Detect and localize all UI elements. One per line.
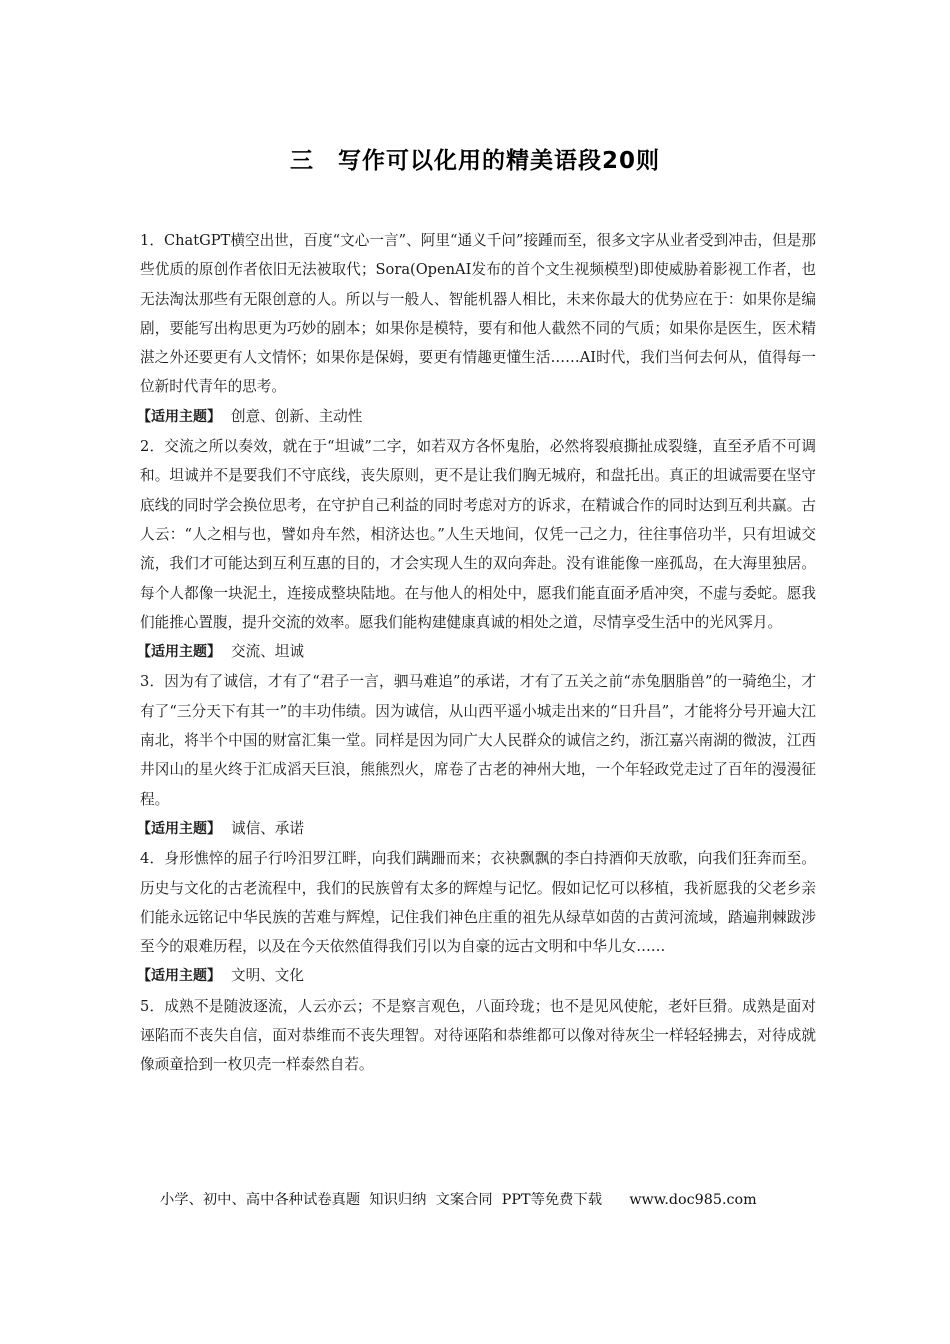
- paragraph-3: 3．因为有了诚信，才有了“君子一言，驷马难追”的承诺，才有了五关之前“赤兔胭脂兽”的一骑绝尘，才有了“三分天下有其一”的丰功伟绩。因为诚信，从山西平遥小城走出来的“日升昌”，才能将分号开遍大江南北，将半个中国的财富汇集一堂。同样是因为同广大人民群众的诚信之约，浙江嘉兴南湖的微波，江西井冈山的星火终于汇成滔天巨浪，熊熊烈火，席卷了古老的神州大地，一个年轻政党走过了百年的漫漫征程。: [140, 673, 816, 808]
- page-footer: 小学、初中、高中各种试卷真题 知识归纳 文案合同 PPT等免费下载 www.doc985.com: [160, 1192, 757, 1208]
- theme-label: 【适用主题】: [137, 820, 221, 837]
- paragraph-5: 5．成熟不是随波逐流，人云亦云；不是察言观色，八面玲珑；也不是见风使舵，老奸巨猾。成熟是面对诬陷而不丧失自信，面对恭维而不丧失理智。对待诬陷和恭维都可以像对待灰尘一样轻轻拂去，对待成就像顽童拾到一枚贝壳一样泰然自若。: [140, 997, 816, 1074]
- page-title: 三 写作可以化用的精美语段20则: [289, 148, 660, 174]
- paragraph-block-1: [137, 226, 816, 432]
- paragraph-1: 1．ChatGPT横空出世，百度“文心一言”、阿里“通义千问”接踵而至，很多文字从业者受到冲击，但是那些优质的原创作者依旧无法被取代；Sora(OpenAI发布的首个文生视频模型)即使威胁着影视工作者，也无法淘汰那些有无限创意的人。所以与一般人、智能机器人相比，未来你最大的优势应在于：如果你是编剧，要能写出构思更为巧妙的剧本；如果你是模特，要有和他人截然不同的气质；如果你是医生，医术精湛之外还要更有人文情怀；如果你是保姆，要更有情趣更懂生活……AI时代，我们当何去何从，值得每一位新时代青年的思考。: [140, 232, 816, 396]
- theme-label: 【适用主题】: [137, 644, 221, 661]
- document-body: [137, 226, 816, 1080]
- theme-label: 【适用主题】: [137, 408, 221, 425]
- theme-line-4: [137, 961, 816, 991]
- theme-label: 【适用主题】: [137, 968, 221, 985]
- paragraph-block-5: [140, 992, 816, 1080]
- paragraph-4: 4．身形憔悴的屈子行吟汨罗江畔，向我们蹒跚而来；衣袂飘飘的李白持酒仰天放歌，向我们狂奔而至。历史与文化的古老流程中，我们的民族曾有太多的辉煌与记忆。假如记忆可以移植，我祈愿我的父老乡亲们能永远铭记中华民族的苦难与辉煌，记住我们神色庄重的祖先从绿草如茵的古黄河流域，踏遍荆棘跋涉至今的艰难历程，以及在今天依然值得我们引以为自豪的远古文明和中华儿女……: [140, 850, 816, 956]
- theme-line-1: [137, 402, 816, 432]
- paragraph-block-3: [137, 667, 816, 844]
- paragraph-2: 2．交流之所以奏效，就在于“坦诚”二字，如若双方各怀鬼胎，必然将裂痕撕扯成裂缝，直至矛盾不可调和。坦诚并不是要我们不守底线，丧失原则，更不是让我们胸无城府，和盘托出。真正的坦诚需要在坚守底线的同时学会换位思考，在守护自己利益的同时考虑对方的诉求，在精诚合作的同时达到互利共赢。古人云：“人之相与也，譬如舟车然，相济达也。”人生天地间，仅凭一己之力，往往事倍功半，只有坦诚交流，我们才可能达到互利互惠的目的，才会实现人生的双向奔赴。没有谁能像一座孤岛，在大海里独居。每个人都像一块泥土，连接成整块陆地。在与他人的相处中，愿我们能直面矛盾冲突，不虚与委蛇。愿我们能推心置腹，提升交流的效率。愿我们能构建健康真诚的相处之道，尽情享受生活中的光风霁月。: [140, 438, 816, 631]
- theme-topics-1: 创意、创新、主动性: [231, 407, 363, 425]
- theme-topics-4: 文明、文化: [231, 967, 304, 985]
- paragraph-block-2: [137, 432, 816, 667]
- theme-line-3: [137, 814, 816, 844]
- theme-topics-3: 诚信、承诺: [231, 819, 304, 837]
- paragraph-block-4: [137, 844, 816, 991]
- theme-line-2: [137, 637, 816, 667]
- theme-topics-2: 交流、坦诚: [231, 643, 304, 661]
